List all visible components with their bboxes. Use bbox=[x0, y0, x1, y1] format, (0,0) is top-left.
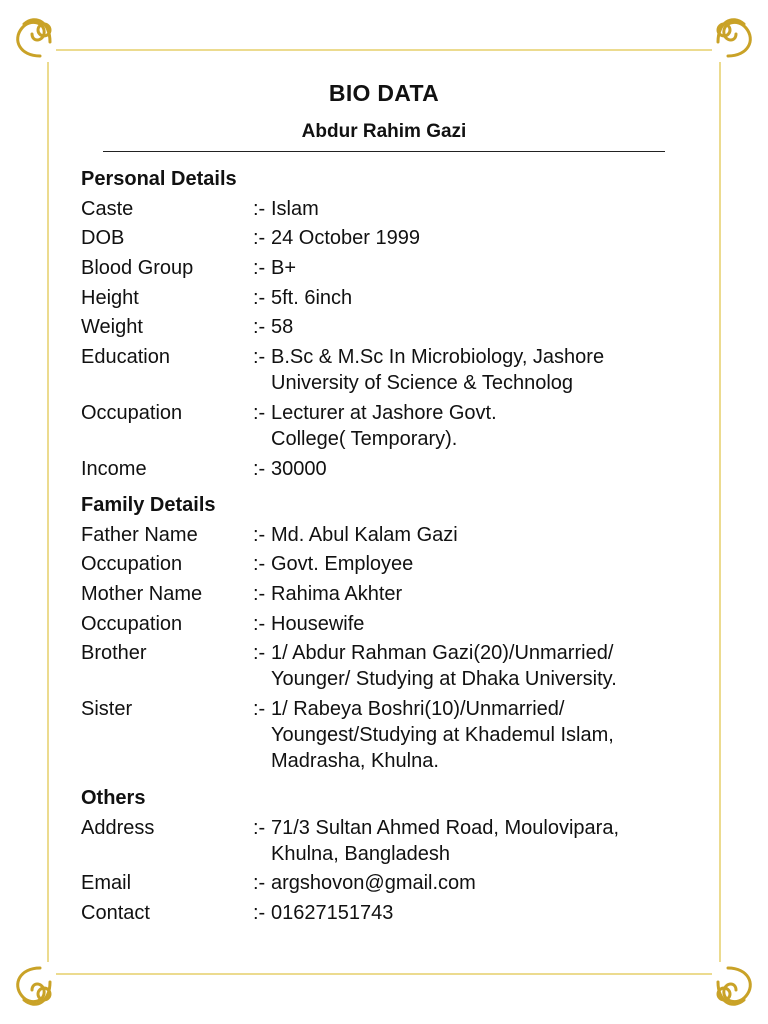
detail-row bbox=[81, 815, 701, 867]
detail-label: Email bbox=[81, 872, 132, 895]
detail-value: Md. Abul Kalam Gazi bbox=[271, 523, 458, 546]
detail-row bbox=[81, 870, 701, 896]
detail-separator: :- bbox=[253, 583, 266, 606]
detail-value: 1/ Rabeya Boshri(10)/Unmarried/ Youngest/Studying at Khademul Islam, Madrasha, Khulna. bbox=[271, 698, 614, 773]
detail-separator: :- bbox=[253, 286, 266, 309]
detail-value: argshovon@gmail.com bbox=[271, 872, 476, 895]
title-divider bbox=[103, 151, 665, 152]
detail-separator: :- bbox=[253, 197, 266, 220]
detail-separator: :- bbox=[253, 457, 266, 480]
detail-value: 71/3 Sultan Ahmed Road, Moulovipara, Khulna, Bangladesh bbox=[271, 816, 619, 865]
detail-separator: :- bbox=[253, 553, 266, 576]
detail-value: Islam bbox=[271, 197, 319, 220]
family-details-section bbox=[81, 492, 701, 774]
detail-row bbox=[81, 696, 701, 774]
detail-value: 01627151743 bbox=[271, 902, 394, 925]
detail-separator: :- bbox=[253, 523, 266, 546]
detail-row bbox=[81, 225, 701, 251]
detail-row bbox=[81, 255, 701, 281]
detail-separator: :- bbox=[253, 401, 266, 424]
detail-separator: :- bbox=[253, 316, 266, 339]
section-heading: Family Details bbox=[81, 494, 216, 516]
detail-value: Lecturer at Jashore Govt. College( Temporary). bbox=[271, 401, 497, 450]
detail-row bbox=[81, 400, 701, 452]
detail-value: Housewife bbox=[271, 612, 365, 635]
detail-value: 24 October 1999 bbox=[271, 227, 420, 250]
detail-label: Blood Group bbox=[81, 257, 194, 280]
detail-label: Income bbox=[81, 457, 147, 480]
detail-row bbox=[81, 611, 701, 637]
detail-row bbox=[81, 285, 701, 311]
detail-label: Address bbox=[81, 816, 155, 839]
detail-value: 58 bbox=[271, 316, 294, 339]
detail-separator: :- bbox=[253, 902, 266, 925]
detail-row bbox=[81, 551, 701, 577]
detail-label: Occupation bbox=[81, 401, 183, 424]
others-section bbox=[81, 785, 701, 926]
detail-value: B.Sc & M.Sc In Microbiology, Jashore University of Science & Technolog bbox=[271, 346, 605, 395]
detail-label: Height bbox=[81, 286, 139, 309]
detail-separator: :- bbox=[253, 612, 266, 635]
section-heading: Others bbox=[81, 787, 146, 809]
detail-row bbox=[81, 522, 701, 548]
personal-details-section bbox=[81, 166, 701, 482]
detail-separator: :- bbox=[253, 816, 266, 839]
detail-label: Brother bbox=[81, 642, 147, 665]
detail-value: 30000 bbox=[271, 457, 327, 480]
detail-value: 1/ Abdur Rahman Gazi(20)/Unmarried/ Younger/ Studying at Dhaka University. bbox=[271, 642, 617, 691]
detail-label: Occupation bbox=[81, 612, 183, 635]
detail-value: Rahima Akhter bbox=[271, 583, 403, 606]
detail-label: DOB bbox=[81, 227, 125, 250]
detail-row bbox=[81, 900, 701, 926]
detail-separator: :- bbox=[253, 346, 266, 369]
person-name: Abdur Rahim Gazi bbox=[301, 121, 467, 142]
detail-label: Occupation bbox=[81, 553, 183, 576]
detail-separator: :- bbox=[253, 257, 266, 280]
detail-value: Govt. Employee bbox=[271, 553, 414, 576]
detail-label: Weight bbox=[81, 316, 143, 339]
detail-label: Mother Name bbox=[81, 583, 203, 606]
section-heading: Personal Details bbox=[81, 168, 237, 190]
detail-label: Father Name bbox=[81, 523, 198, 546]
detail-row bbox=[81, 344, 701, 396]
detail-row bbox=[81, 196, 701, 222]
detail-separator: :- bbox=[253, 227, 266, 250]
detail-row bbox=[81, 581, 701, 607]
detail-value: B+ bbox=[271, 257, 297, 280]
document-title: BIO DATA bbox=[328, 80, 440, 106]
detail-row bbox=[81, 456, 701, 482]
detail-label: Caste bbox=[81, 197, 134, 220]
detail-value: 5ft. 6inch bbox=[271, 286, 353, 309]
detail-label: Sister bbox=[81, 698, 133, 721]
detail-separator: :- bbox=[253, 872, 266, 895]
detail-label: Contact bbox=[81, 902, 150, 925]
detail-row bbox=[81, 314, 701, 340]
detail-row bbox=[81, 640, 701, 692]
detail-label: Education bbox=[81, 346, 170, 369]
detail-separator: :- bbox=[253, 642, 266, 665]
detail-separator: :- bbox=[253, 698, 266, 721]
